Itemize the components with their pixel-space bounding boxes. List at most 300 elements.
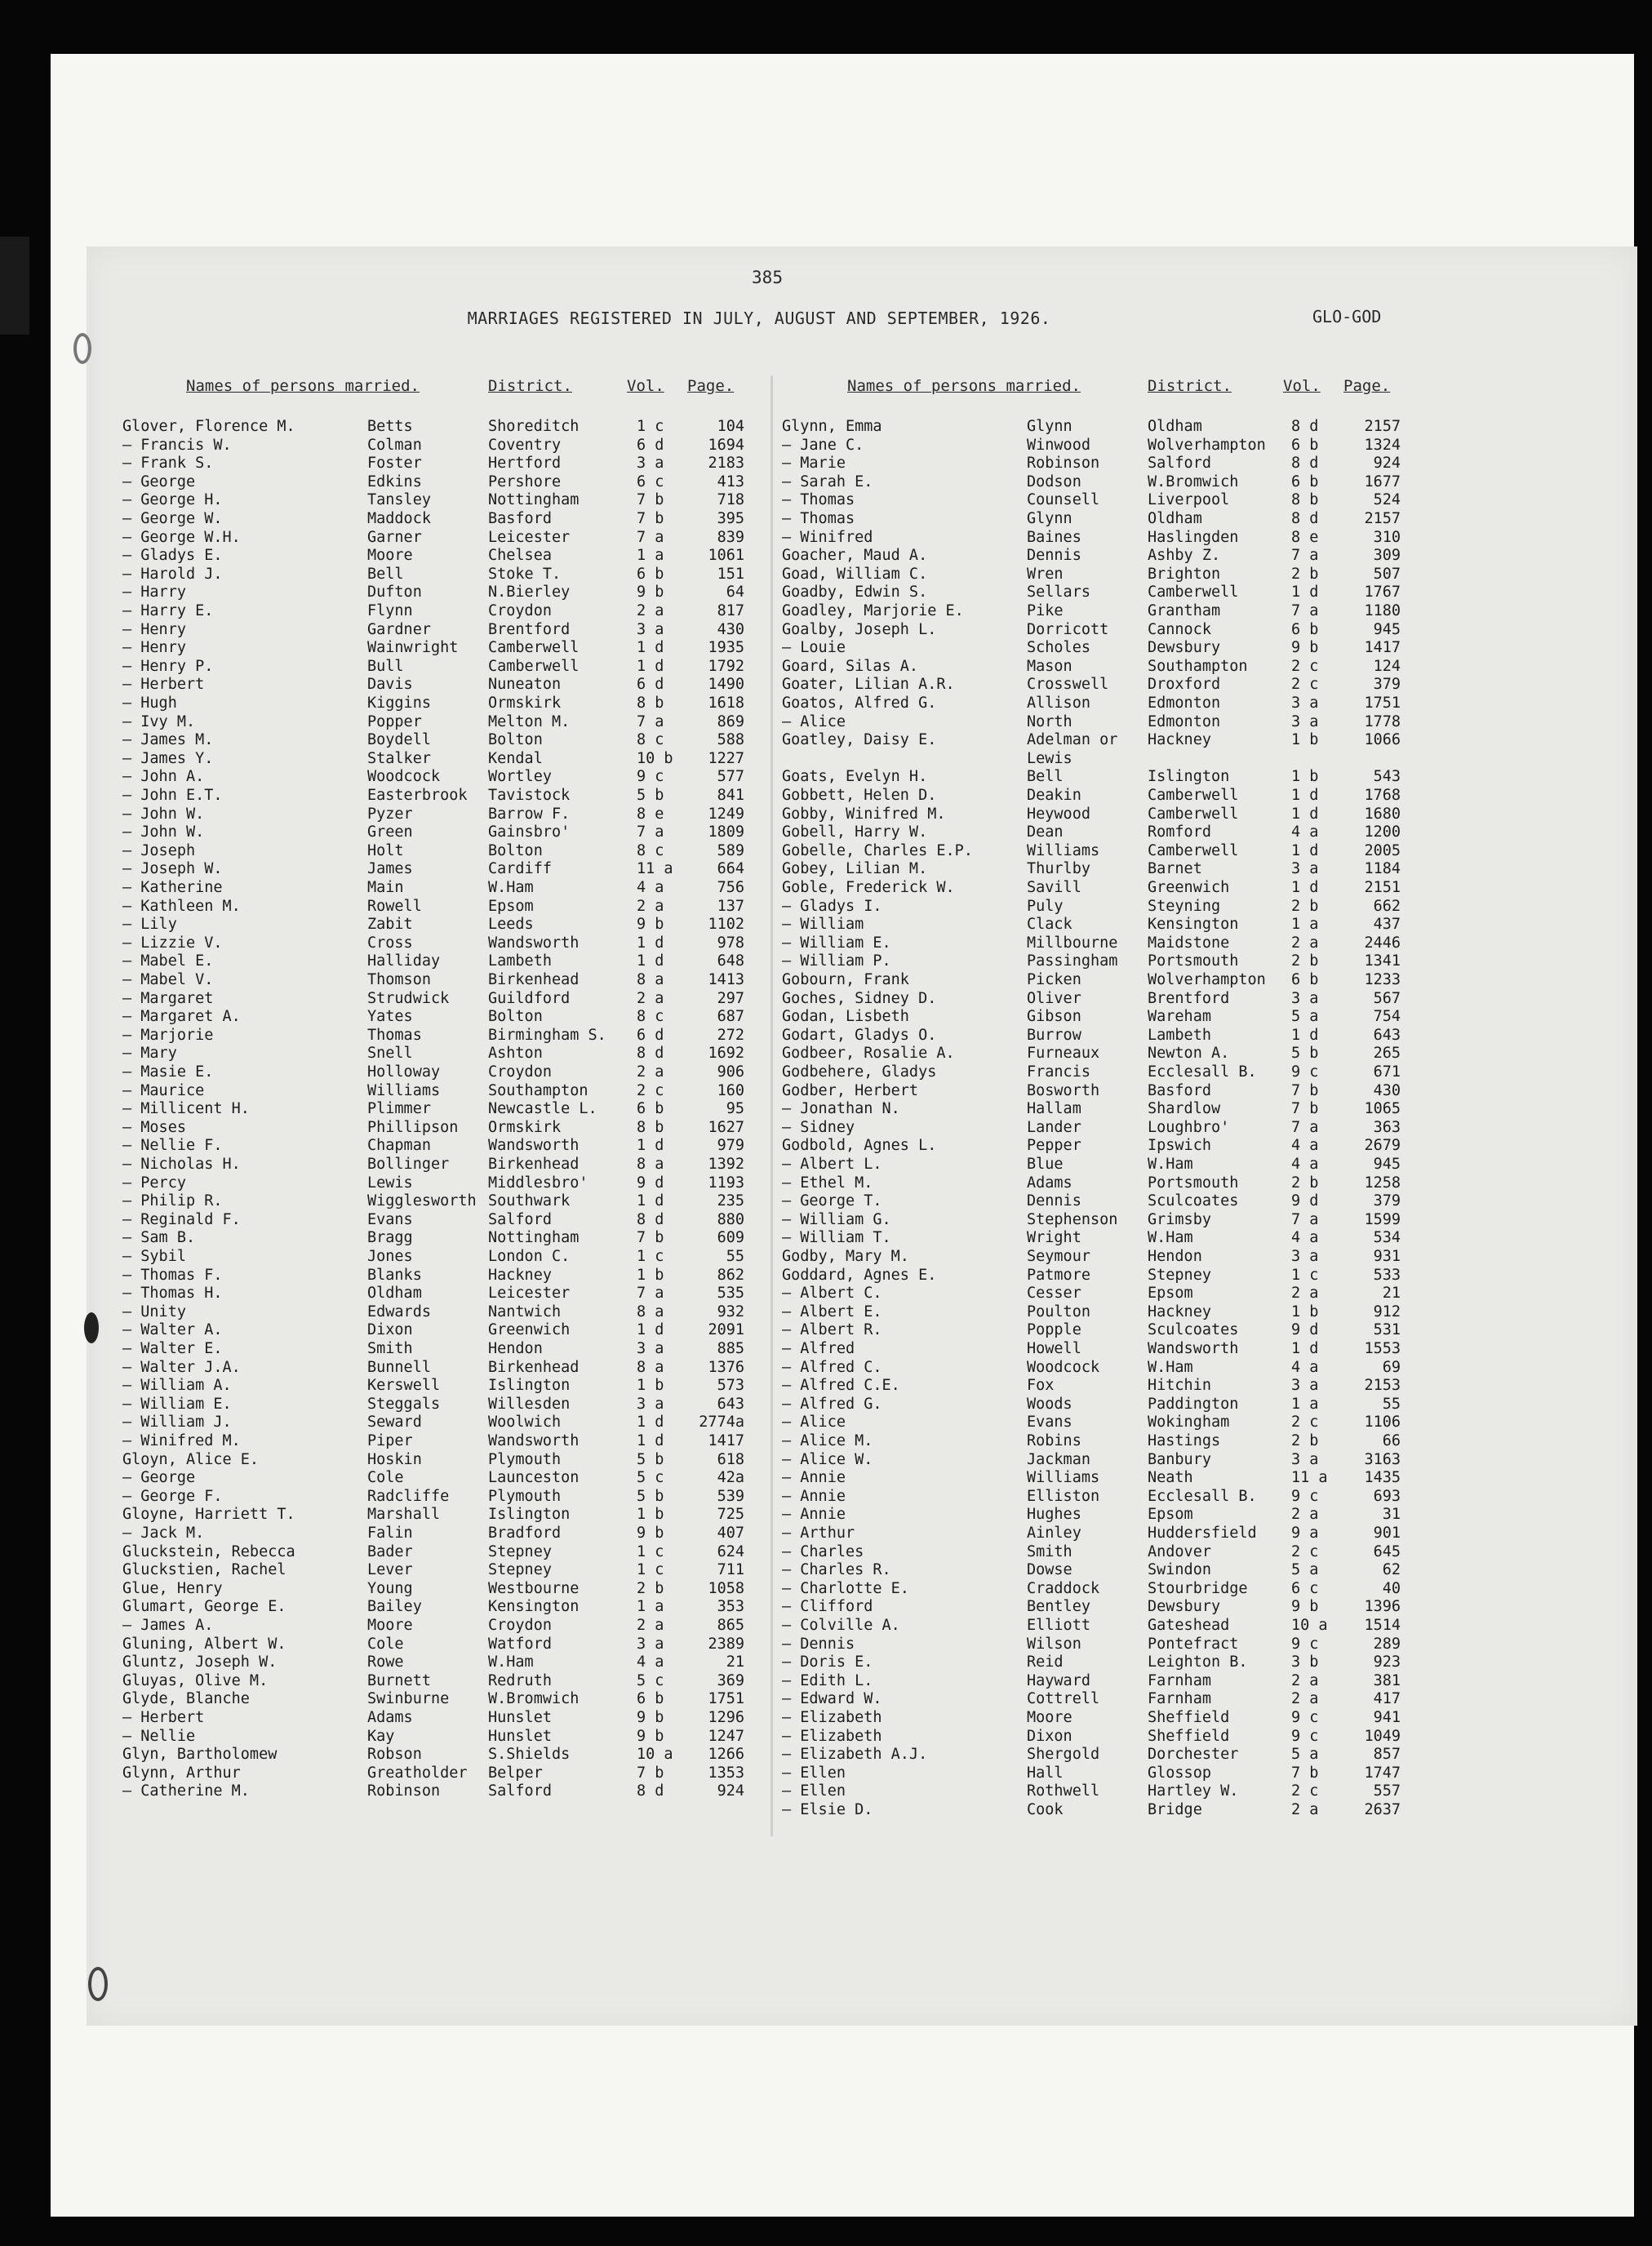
entry-page: 1065 <box>1364 1100 1401 1118</box>
entry-name: Godby, Mary M. <box>782 1248 909 1265</box>
entry-district: Willesden <box>488 1395 571 1413</box>
entry-volume: 2 c <box>1291 1782 1319 1800</box>
entry-page: 924 <box>1373 455 1401 473</box>
entry-spouse-surname: Deakin <box>1027 787 1081 804</box>
entry-volume: 8 d <box>637 1045 664 1063</box>
entry-district: Stourbridge <box>1148 1579 1248 1597</box>
entry-spouse-surname: Betts <box>367 418 413 435</box>
entry-name: — George F. <box>122 1487 223 1505</box>
entry-spouse-surname: Boydell <box>367 731 431 749</box>
entry-district: W.Ham <box>1148 1358 1193 1376</box>
entry-district: Leeds <box>488 916 534 934</box>
entry-spouse-surname: Cole <box>367 1469 404 1487</box>
entry-page: 531 <box>1373 1321 1401 1339</box>
entry-district: Woolwich <box>488 1414 562 1431</box>
entry-name: — James Y. <box>122 749 214 767</box>
entry-district: Belper <box>488 1764 543 1782</box>
entry-page: 40 <box>1382 1579 1401 1597</box>
entry-name: Glover, Florence M. <box>122 418 295 435</box>
entry-page: 1193 <box>708 1174 744 1192</box>
entry-name: Glue, Henry <box>122 1579 223 1597</box>
entry-spouse-surname: Adams <box>367 1709 413 1726</box>
entry-page: 643 <box>717 1395 744 1413</box>
entry-volume: 7 b <box>1291 1100 1319 1118</box>
entry-district: Croydon <box>488 602 552 619</box>
entry-volume: 2 a <box>637 602 664 619</box>
entry-spouse-surname: Seymour <box>1027 1248 1090 1265</box>
entry-page: 754 <box>1373 1008 1401 1026</box>
entry-page: 272 <box>717 1026 744 1044</box>
entry-district: Croydon <box>488 1063 552 1081</box>
entry-spouse-surname: Bell <box>1027 768 1064 786</box>
entry-page: 1353 <box>708 1764 744 1782</box>
entry-volume: 9 b <box>1291 639 1319 657</box>
entry-name: — Unity <box>122 1303 186 1321</box>
entry-page: 524 <box>1373 491 1401 509</box>
entry-spouse-surname: Popple <box>1027 1321 1081 1339</box>
entry-district: Greenwich <box>1148 879 1230 896</box>
entry-page: 1247 <box>708 1727 744 1745</box>
entry-volume: 2 b <box>1291 1174 1319 1192</box>
entry-spouse-surname: Wren <box>1027 565 1064 583</box>
entry-district: Nottingham <box>488 1229 580 1247</box>
entry-volume: 1 d <box>637 952 664 970</box>
entry-volume: 9 c <box>1291 1727 1319 1745</box>
entry-district: Pershore <box>488 473 562 490</box>
entry-volume: 8 d <box>637 1782 664 1800</box>
entry-volume: 4 a <box>1291 823 1319 841</box>
entry-district: Sculcoates <box>1148 1192 1239 1210</box>
entry-volume: 5 c <box>637 1469 664 1487</box>
entry-page: 862 <box>717 1266 744 1284</box>
entry-page: 151 <box>717 565 744 583</box>
entry-volume: 7 a <box>1291 1118 1319 1136</box>
entry-volume: 1 d <box>637 934 664 952</box>
entry-district: Hendon <box>488 1340 543 1357</box>
entry-name: — Albert L. <box>782 1156 882 1173</box>
entry-district: Glossop <box>1148 1764 1211 1782</box>
entry-district: Brentford <box>1148 989 1230 1007</box>
entry-page: 906 <box>717 1063 744 1081</box>
entry-page: 945 <box>1373 620 1401 638</box>
entry-spouse-surname: Dixon <box>367 1321 413 1339</box>
entry-name: Goater, Lilian A.R. <box>782 676 955 694</box>
entry-volume: 3 a <box>637 620 664 638</box>
entry-name: Goatley, Daisy E. <box>782 731 937 749</box>
entry-spouse-surname: Young <box>367 1579 413 1597</box>
entry-page: 662 <box>1373 897 1401 915</box>
entry-district: Bridge <box>1148 1801 1202 1818</box>
entry-volume: 1 a <box>637 547 664 565</box>
entry-spouse-surname: Williams <box>367 1081 441 1099</box>
entry-spouse-surname: North <box>1027 712 1072 730</box>
entry-district: Leicester <box>488 1285 571 1303</box>
header-page: Page. <box>687 377 735 395</box>
entry-volume: 2 b <box>1291 1432 1319 1449</box>
entry-district: Redruth <box>488 1671 552 1689</box>
entry-name: — Charles R. <box>782 1561 891 1579</box>
entry-volume: 1 d <box>637 1321 664 1339</box>
entry-page: 265 <box>1373 1045 1401 1063</box>
entry-volume: 1 c <box>637 1248 664 1265</box>
entry-spouse-surname: Passingham <box>1027 952 1118 970</box>
entry-page: 1599 <box>1364 1210 1401 1228</box>
entry-volume: 5 b <box>637 787 664 804</box>
entry-name: Goddard, Agnes E. <box>782 1266 937 1284</box>
entry-volume: 9 b <box>637 916 664 934</box>
entry-name: Goats, Evelyn H. <box>782 768 928 786</box>
entry-volume: 8 b <box>637 695 664 712</box>
entry-volume: 7 a <box>637 712 664 730</box>
entry-district: Cannock <box>1148 620 1211 638</box>
entry-district: Salford <box>488 1782 552 1800</box>
entry-page: 1266 <box>708 1746 744 1764</box>
entry-name: — Clifford <box>782 1598 873 1616</box>
entry-page: 588 <box>717 731 744 749</box>
entry-district: Wareham <box>1148 1008 1211 1026</box>
entry-page: 1417 <box>1364 639 1401 657</box>
entry-name: — William A. <box>122 1377 232 1395</box>
header-names: Names of persons married. <box>847 377 1081 395</box>
entry-district: Dorchester <box>1148 1746 1239 1764</box>
entry-district: Leicester <box>488 528 571 546</box>
entry-district: Hitchin <box>1148 1377 1211 1395</box>
entry-page: 1767 <box>1364 584 1401 601</box>
entry-page: 857 <box>1373 1746 1401 1764</box>
entry-page: 1392 <box>708 1156 744 1173</box>
entry-name: Godber, Herbert <box>782 1081 919 1099</box>
entry-spouse-surname: James <box>367 860 413 878</box>
entry-page: 2389 <box>708 1635 744 1653</box>
entry-spouse-surname: Adams <box>1027 1174 1072 1192</box>
entry-name: Godbehere, Gladys <box>782 1063 937 1081</box>
entry-page: 1751 <box>708 1690 744 1708</box>
entry-name: Gobell, Harry W. <box>782 823 928 841</box>
entry-district: Wandsworth <box>488 1137 580 1155</box>
entry-spouse-surname: Jones <box>367 1248 413 1265</box>
entry-volume: 6 b <box>637 1690 664 1708</box>
entry-page: 643 <box>1373 1026 1401 1044</box>
entry-volume: 8 a <box>637 1156 664 1173</box>
entry-page: 539 <box>717 1487 744 1505</box>
entry-district: Guildford <box>488 989 571 1007</box>
entry-name: — James A. <box>122 1617 214 1634</box>
entry-spouse-surname: Picken <box>1027 971 1081 988</box>
entry-spouse-surname: Piper <box>367 1432 413 1449</box>
entry-page: 573 <box>717 1377 744 1395</box>
entry-district: Camberwell <box>1148 841 1239 859</box>
entry-volume: 11 a <box>1291 1469 1328 1487</box>
entry-district: Lambeth <box>488 952 552 970</box>
entry-district: Southampton <box>1148 657 1248 675</box>
entry-volume: 7 a <box>637 823 664 841</box>
entry-name: — Alice W. <box>782 1450 873 1468</box>
entry-volume: 1 a <box>1291 1395 1319 1413</box>
entry-volume: 6 b <box>1291 473 1319 490</box>
entry-district: Epsom <box>1148 1285 1193 1303</box>
entry-page: 923 <box>1373 1653 1401 1671</box>
entry-district: Brentford <box>488 620 571 638</box>
entry-name: — Ethel M. <box>782 1174 873 1192</box>
entry-name: Godbold, Agnes L. <box>782 1137 937 1155</box>
entry-name: — Mabel E. <box>122 952 214 970</box>
entry-page: 664 <box>717 860 744 878</box>
entry-volume: 4 a <box>637 879 664 896</box>
entry-spouse-surname: Zabit <box>367 916 413 934</box>
entry-volume: 1 d <box>1291 841 1319 859</box>
entry-volume: 9 c <box>1291 1487 1319 1505</box>
entry-spouse-surname: Easterbrook <box>367 787 468 804</box>
entry-volume: 9 c <box>1291 1635 1319 1653</box>
entry-page: 379 <box>1373 1192 1401 1210</box>
entry-volume: 9 a <box>1291 1525 1319 1542</box>
entry-spouse-surname: Tansley <box>367 491 431 509</box>
entry-page: 42a <box>717 1469 744 1487</box>
entry-name: — Alfred G. <box>782 1395 882 1413</box>
entry-volume: 3 a <box>637 1395 664 1413</box>
entry-name: — Nellie <box>122 1727 196 1745</box>
entry-name: Godart, Gladys O. <box>782 1026 937 1044</box>
entry-volume: 6 b <box>1291 436 1319 454</box>
entry-spouse-surname: Thomas <box>367 1026 422 1044</box>
entry-district: Middlesbro' <box>488 1174 588 1192</box>
entry-district: Portsmouth <box>1148 952 1239 970</box>
entry-volume: 9 b <box>637 1727 664 1745</box>
entry-district: Basford <box>1148 1081 1211 1099</box>
entry-volume: 1 c <box>637 418 664 435</box>
entry-district: Wokingham <box>1148 1414 1230 1431</box>
entry-name: — William P. <box>782 952 891 970</box>
entry-district: Birkenhead <box>488 971 580 988</box>
entry-name: Godan, Lisbeth <box>782 1008 909 1026</box>
entry-name: — Millicent H. <box>122 1100 250 1118</box>
entry-spouse-surname: Savill <box>1027 879 1081 896</box>
entry-volume: 1 b <box>637 1377 664 1395</box>
entry-page: 869 <box>717 712 744 730</box>
entry-name: — Alfred C.E. <box>782 1377 900 1395</box>
entry-name: — Margaret A. <box>122 1008 241 1026</box>
entry-name: — Charles <box>782 1542 864 1560</box>
entry-volume: 1 b <box>1291 768 1319 786</box>
entry-volume: 8 e <box>637 805 664 823</box>
entry-name: — George H. <box>122 491 223 509</box>
entry-volume: 1 d <box>1291 1026 1319 1044</box>
entry-name: — Winifred M. <box>122 1432 241 1449</box>
entry-name: — Mabel V. <box>122 971 214 988</box>
entry-district: Hertford <box>488 455 562 473</box>
film-edge-mark <box>0 237 29 335</box>
entry-district: Wolverhampton <box>1148 436 1266 454</box>
entry-district: Neath <box>1148 1469 1193 1487</box>
entry-district: Hartley W. <box>1148 1782 1239 1800</box>
entry-spouse-surname: Dixon <box>1027 1727 1072 1745</box>
entry-volume: 7 a <box>637 528 664 546</box>
entry-district: Grantham <box>1148 602 1221 619</box>
entry-volume: 2 b <box>637 1579 664 1597</box>
entry-district: Tavistock <box>488 787 571 804</box>
entry-volume: 7 b <box>637 1229 664 1247</box>
entry-spouse-surname: Wainwright <box>367 639 459 657</box>
entry-page: 756 <box>717 879 744 896</box>
entry-name: — William J. <box>122 1414 232 1431</box>
entry-district: Newcastle L. <box>488 1100 597 1118</box>
entry-name: — Marjorie <box>122 1026 214 1044</box>
entry-spouse-surname: Thurlby <box>1027 860 1090 878</box>
entry-name: — Arthur <box>782 1525 855 1542</box>
entry-volume: 8 a <box>637 1303 664 1321</box>
entry-spouse-surname: Holt <box>367 841 404 859</box>
entry-volume: 2 c <box>1291 1542 1319 1560</box>
entry-page: 880 <box>717 1210 744 1228</box>
entry-district: Kendal <box>488 749 543 767</box>
entry-name: — Edward W. <box>782 1690 882 1708</box>
entry-district: Wandsworth <box>488 1432 580 1449</box>
entry-spouse-surname: Snell <box>367 1045 413 1063</box>
entry-spouse-surname: Dorricott <box>1027 620 1109 638</box>
entry-name: Gobourn, Frank <box>782 971 909 988</box>
entry-district: Sheffield <box>1148 1709 1230 1726</box>
entry-volume: 2 a <box>1291 1690 1319 1708</box>
entry-name: — Masie E. <box>122 1063 214 1081</box>
entry-district: Birkenhead <box>488 1358 580 1376</box>
entry-spouse-surname: Woodcock <box>1027 1358 1100 1376</box>
entry-spouse-surname: Maddock <box>367 510 431 527</box>
entry-name: — James M. <box>122 731 214 749</box>
entry-district: W.Ham <box>1148 1156 1193 1173</box>
entry-name: Gluntz, Joseph W. <box>122 1653 278 1671</box>
entry-spouse-surname: Williams <box>1027 841 1100 859</box>
entry-volume: 11 a <box>637 860 673 878</box>
entry-page: 1180 <box>1364 602 1401 619</box>
entry-page: 437 <box>1373 916 1401 934</box>
entry-spouse-surname: Phillipson <box>367 1118 459 1136</box>
entry-volume: 9 d <box>637 1174 664 1192</box>
entry-spouse-surname: Lewis <box>367 1174 413 1192</box>
entry-spouse-surname: Francis <box>1027 1063 1090 1081</box>
entry-volume: 2 c <box>1291 657 1319 675</box>
entry-spouse-surname: Heywood <box>1027 805 1090 823</box>
entry-volume: 5 a <box>1291 1746 1319 1764</box>
entry-volume: 8 b <box>637 1118 664 1136</box>
entry-spouse-surname: Gibson <box>1027 1008 1081 1026</box>
entry-page: 1106 <box>1364 1414 1401 1431</box>
entry-name: — Harry E. <box>122 602 214 619</box>
entry-page: 64 <box>726 584 744 601</box>
entry-volume: 1 c <box>637 1561 664 1579</box>
entry-spouse-surname: Jackman <box>1027 1450 1090 1468</box>
entry-page: 66 <box>1382 1432 1401 1449</box>
entry-spouse-surname: Dennis <box>1027 1192 1081 1210</box>
entry-volume: 6 b <box>637 565 664 583</box>
entry-volume: 8 d <box>637 1210 664 1228</box>
entry-spouse-surname: Ainley <box>1027 1525 1081 1542</box>
entry-name: — Louie <box>782 639 846 657</box>
entry-spouse-surname: Poulton <box>1027 1303 1090 1321</box>
entry-district: Camberwell <box>1148 584 1239 601</box>
entry-district: Dewsbury <box>1148 639 1221 657</box>
entry-spouse-surname: Moore <box>367 547 413 565</box>
entry-spouse-surname: Stalker <box>367 749 431 767</box>
entry-name: — Philip R. <box>122 1192 223 1210</box>
entry-volume: 7 a <box>1291 547 1319 565</box>
entry-spouse-surname: Bailey <box>367 1598 422 1616</box>
entry-district: Sculcoates <box>1148 1321 1239 1339</box>
entry-volume: 2 a <box>1291 1801 1319 1818</box>
entry-district: Islington <box>488 1506 571 1524</box>
entry-name: — Alice <box>782 712 846 730</box>
entry-spouse-surname: Furneaux <box>1027 1045 1100 1063</box>
entry-spouse-surname: Cross <box>367 934 413 952</box>
entry-name: — Albert E. <box>782 1303 882 1321</box>
entry-name: — William E. <box>782 934 891 952</box>
entry-spouse-surname: Mason <box>1027 657 1072 675</box>
entry-page: 2446 <box>1364 934 1401 952</box>
entry-name: — Lily <box>122 916 177 934</box>
entry-name: — William G. <box>782 1210 891 1228</box>
entry-spouse-surname: Green <box>367 823 413 841</box>
entry-page: 430 <box>717 620 744 638</box>
entry-volume: 7 b <box>637 510 664 527</box>
punch-hole-icon <box>88 1967 108 2001</box>
entry-spouse-surname: Woodcock <box>367 768 441 786</box>
entry-spouse-surname: Colman <box>367 436 422 454</box>
entry-volume: 3 a <box>637 455 664 473</box>
entry-name: — John W. <box>122 823 205 841</box>
header-page: Page. <box>1343 377 1391 395</box>
entry-volume: 9 b <box>1291 1598 1319 1616</box>
entry-name: — Hugh <box>122 695 177 712</box>
entry-spouse-surname: Patmore <box>1027 1266 1090 1284</box>
entry-spouse-surname: Crosswell <box>1027 676 1109 694</box>
entry-spouse-surname: Puly <box>1027 897 1064 915</box>
entry-spouse-surname: Flynn <box>367 602 413 619</box>
entry-page: 624 <box>717 1542 744 1560</box>
entry-district: London C. <box>488 1248 571 1265</box>
entry-volume: 1 c <box>1291 1266 1319 1284</box>
entry-spouse-surname: Woods <box>1027 1395 1072 1413</box>
entry-name: — Henry P. <box>122 657 214 675</box>
entry-spouse-surname: Bader <box>367 1542 413 1560</box>
entry-spouse-surname: Elliott <box>1027 1617 1090 1634</box>
entry-district: N.Bierley <box>488 584 571 601</box>
entry-name: — Frank S. <box>122 455 214 473</box>
entry-name: — Catherine M. <box>122 1782 250 1800</box>
entry-volume: 1 a <box>1291 916 1319 934</box>
entry-district: Birkenhead <box>488 1156 580 1173</box>
entry-spouse-surname: Cole <box>367 1635 404 1653</box>
entry-name: — Sarah E. <box>782 473 873 490</box>
entry-page: 430 <box>1373 1081 1401 1099</box>
entry-volume: 6 b <box>637 1100 664 1118</box>
entry-district: Plymouth <box>488 1487 562 1505</box>
entry-page: 235 <box>717 1192 744 1210</box>
entry-district: Greenwich <box>488 1321 571 1339</box>
entry-page: 1066 <box>1364 731 1401 749</box>
entry-volume: 10 b <box>637 749 673 767</box>
entry-spouse-surname: Main <box>367 879 404 896</box>
entry-volume: 6 b <box>1291 971 1319 988</box>
entry-volume: 6 b <box>1291 620 1319 638</box>
entry-volume: 3 b <box>1291 1653 1319 1671</box>
entry-spouse-surname: Williams <box>1027 1469 1100 1487</box>
entry-name: — Sam B. <box>122 1229 196 1247</box>
entry-volume: 9 b <box>637 1709 664 1726</box>
entry-district: Swindon <box>1148 1561 1211 1579</box>
entry-volume: 3 a <box>1291 1248 1319 1265</box>
entry-page: 725 <box>717 1506 744 1524</box>
entry-spouse-surname: Robins <box>1027 1432 1081 1449</box>
entry-spouse-surname: Dufton <box>367 584 422 601</box>
